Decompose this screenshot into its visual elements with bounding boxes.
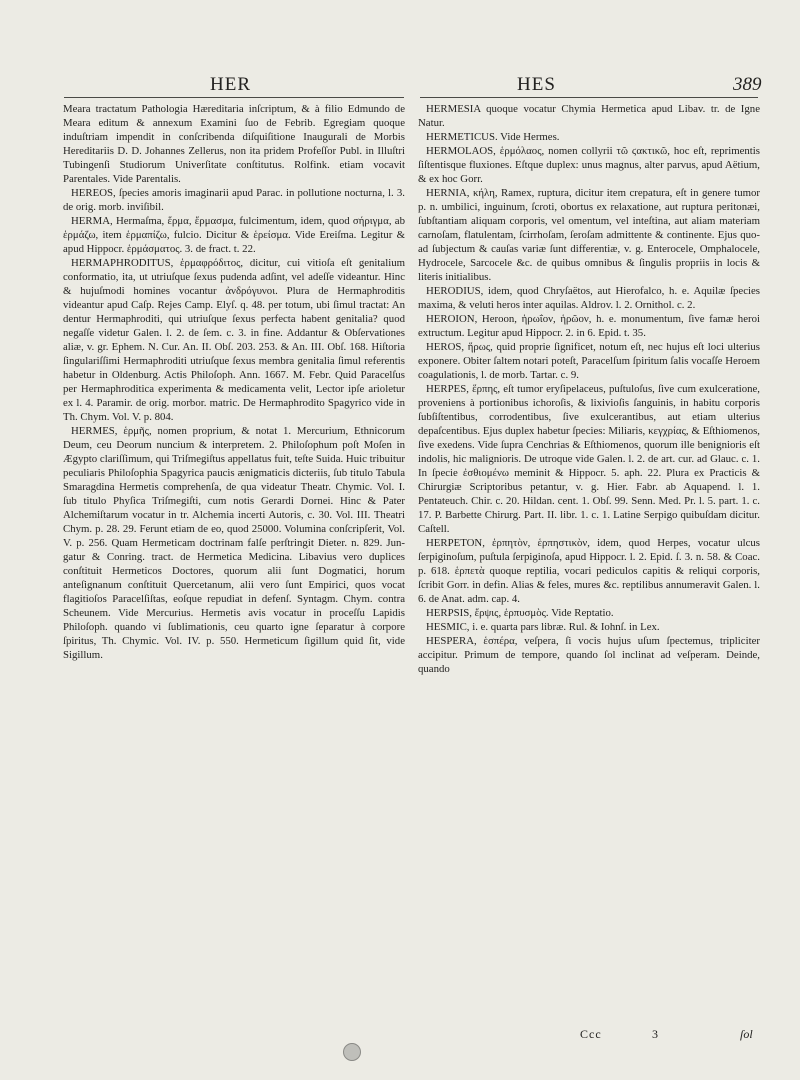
header-rule-left (64, 97, 404, 98)
catchword: ſol (740, 1027, 753, 1041)
entry-paragraph: HEREOS, ſpecies amoris imaginarii apud Parac. in pollutione nocturna, l. 3. de orig. morb. inviſibil. (63, 187, 405, 213)
entry-paragraph: HERMESIA quoque vocatur Chymia Hermetica apud Libav. tr. de Igne Natur. (418, 103, 760, 129)
entry-paragraph: HERODIUS, idem, quod Chryſaëtos, aut Hierofalco, h. e. Aquilæ ſpecies maxima, & veluti heros inter aquilas. Aldrov. l. 2. Ornithol. c. 2. (418, 285, 760, 311)
header-rule-right (420, 97, 758, 98)
running-head-left: HER (210, 74, 251, 95)
entry-paragraph: HERPETON, ἑρπητὸν, ἑρπηστικὸν, idem, quod Herpes, vocatur ulcus ſerpiginoſum, puſtula ſerpiginoſa, apud Hippocr. l. 2. Epid. ſ. 3. n. 58. & Coac. p. 618. ἑρπετὰ quoque reptilia, vocari pediculos capitis & reliqui corporis, ſcribit Gorr. in defin. Alias & feles, mures &c. reptilibus annumeravit Galen. l. 6. de Anat. adm. cap. 4. (418, 537, 760, 605)
signature-mark: Ccc (580, 1027, 602, 1041)
entry-paragraph: HERMAPHRODITUS, ἑρμαφρόδιτος, dicitur, cui vitioſa eſt genitalium conformatio, ita, ut utriuſque ſexus pudenda adſint, vel adeſſe videantur. Hinc & hujuſmodi homines vocantur ἀνδρόγυνοι. Plura de Hermaphroditis videantur apud Caſp. Rejes Camp. Elyſ. q. 48. per totum, ubi ſimul tractat: An dentur Hermaphroditi, qui utriuſque ſexus perfecta habent genitalia? quod negaſſe videtur Galen. l. 2. de ſem. c. 3. in fine. Addantur & Obſervationes aliæ, v. gr. Ephem. N. Cur. An. II. Obſ. 203. 253. & An. III. Obſ. 168. Hiſtoria ſingulariſſimi Hermaphroditi utriuſque ſexus membra genitalia ſimul referentis habetur in Oldenburg. Actis Philoſoph. Ann. 1667. M. Febr. Quid Paracelſus per Hermaphroditica experimenta & medicamenta velit, Lector ipſe arioletur ex l. 4. Paramir. de orig. morbor. matric. De Hermaphrodito Spagyrico vide in Th. Chym. Vol. V. p. 804. (63, 257, 405, 423)
entry-paragraph: HESPERA, ἑσπέρα, veſpera, ſi vocis hujus uſum ſpectemus, tripliciter accipitur. Primum de tempore, quando ſol inclinat ad veſperam. Deinde, quando (418, 635, 760, 675)
entry-paragraph: HERMOLAOS, ἑρμόλαος, nomen collyrii τῶ ϛακτικῶ, hoc eſt, reprimentis ſiſtentisque fluxiones. Eſtque duplex: unus magnus, alter parvus, apud Aëtium, & ex hoc Gorr. (418, 145, 760, 185)
library-stamp-icon (343, 1043, 361, 1061)
entry-paragraph: HEROION, Heroon, ἡρωΐον, ἡρῶον, h. e. monumentum, ſive famæ heroi extructum. Legitur apud Hippocr. 2. in 6. Epid. t. 35. (418, 313, 760, 339)
entry-paragraph: HERMES, ἑρμῆς, nomen proprium, & notat 1. Mercurium, Ethnicorum Deum, ceu Deorum nuncium & interpretem. 2. Philoſophum poſt Moſen in Ægypto clariſſimum, qui Triſmegiſtus appellatus fuit, teſte Suida. Huic tribuitur peculiaris Philoſophia Spagyrica paucis ænigmaticis dicteriis, ſub titulo Tabula Smaragdina Hermetis comprehenſa, de qua videatur Theatr. Chymic. Vol. I. ſub titulo Phyſica Triſmegiſti, cum notis Gerardi Dornei. Hinc & Pater Alchemiſtarum vocatur in tr. Alchemia incerti Autoris, c. 30. Vol. III. Theatri Chym. p. 28. 29. Ferunt etiam de eo, quod 25000. Volumina conſcripſerit, Vol. V. p. 256. Quam Hermeticam doctrinam falſe perſtringit Dieter. n. 829. Jungatur & Conring. tract. de Hermetica Medicina. Libavius vero duplices conſtituit Hermeticos Doctores, quorum alii ſunt Dogmatici, horum anteſignanum conſtituit Quercetanum, alii vero ſunt Empirici, quos vocat flagitioſos Paracelſiſtas, eoſque repudiat in defenſ. Syntagm. Chym. contra Scheunem. Vide Mercurius. Hermetis avis vocatur in proceſſu Lapidis Philoſoph. quando vi ſublimationis, ceu quarto igne ſeparatur à corpore ſpiritus, Th. Chymic. Vol. IV. p. 550. Hermeticum ſigillum quid ſit, vide Sigillum. (63, 425, 405, 661)
signature-number: 3 (652, 1027, 659, 1041)
entry-paragraph: HEROS, ἥρως, quid proprie ſignificet, notum eſt, nec hujus eſt loci ulterius exponere. Obiter ſaltem notari poteſt, Paracelſum ſpiritum ſalis vocaſſe Heroem coagulationis, l. de morb. Tartar. c. 9. (418, 341, 760, 381)
entry-paragraph: HESMIC, i. e. quarta pars libræ. Rul. & Iohnſ. in Lex. (426, 621, 660, 633)
entry-paragraph: HERNIA, κήλη, Ramex, ruptura, dicitur item crepatura, eſt in genere tumor p. n. umbilici, inguinum, ſcroti, obortus ex relaxatione, aut ruptura peritonæi, ſubſtantiam aliquam corporis, vel omentum, vel inteſtina, aut aliam materiam carnoſam, flatulentam, ſcirrhoſam, ſeroſam admittente & continente. Ejus quoad ſubjectum & cauſas variæ ſunt differentiæ, v. g. Enterocele, Omphalocele, Hydrocele, Sarcocele &c. de quibus omnibus & ſingulis propriis in locis & literis initialibus. (418, 187, 760, 283)
entry-paragraph: Meara tractatum Pathologia Hæreditaria inſcriptum, & à filio Edmundo de Meara editum & annexum Examini ſuo de Febrib. Egregiam quoque induſtriam impendit in conſcribenda diſquiſitione Inaugurali de Morbis Hereditariis D. D. Johannes Zellerus, non ita pridem Profeſſor Publ. in Illuſtri Tubingenſi Studiorum Univerſitate conſtitutus. Rolfink. etiam vocavit Parentales. Vide Parentalis. (63, 103, 405, 185)
running-head-right: HES (517, 74, 556, 95)
left-column (63, 102, 405, 662)
entry-paragraph: HERMETICUS. Vide Hermes. (426, 131, 560, 143)
entry-paragraph: HERPSIS, ἕρψις, ἑρπυσμὸς. Vide Reptatio. (426, 607, 614, 619)
page-number: 389 (733, 74, 762, 95)
right-column (418, 102, 760, 676)
entry-paragraph: HERMA, Hermaſma, ἕρμα, ἕρμασμα, fulcimentum, idem, quod σήριγμα, ab ἑρμάζω, item ἑρμαπίζω, fulcio. Dicitur & ἑρείσμα. Vide Ereiſma. Legitur & apud Hippocr. ἑρμάσματος. 3. de fract. t. 22. (63, 215, 405, 255)
entry-paragraph: HERPES, ἕρπης, eſt tumor eryſipelaceus, puſtuloſus, ſive cum exulceratione, proveniens à portionibus ichoroſis, & lixivioſis ſanguinis, in habitu corporis ſubſiſtentibus, corrodentibus, ſive exulcerantibus, aut etiam ulterius depaſcentibus. Ejus duplex habetur ſpecies: Miliaris, κεγχρίας, & Eſthiomenos, ſive exedens. Vide ſupra Cenchrias & Eſthiomenos, quorum ille benignioris eſt indolis, hic malignioris. De utroque vide Galen. l. 2. de art. cur. ad Glauc. c. 1. In ſpecie ἐσθιομένω meminit & Hippocr. 5. aph. 22. Plura ex Practicis & Chirurgiæ Scriptoribus petantur, v. g. Hier. Fabr. ab Aquapend. l. 1. Pentateuch. Chir. c. 20. Hildan. cent. 1. Obſ. 99. Senn. Med. Pr. l. 5. part. 1. c. 17. P. Barbette Chirurg. Part. II. libr. 1. c. 1. Latine Serpigo quibuſdam dicitur. Caſtell. (418, 383, 760, 535)
